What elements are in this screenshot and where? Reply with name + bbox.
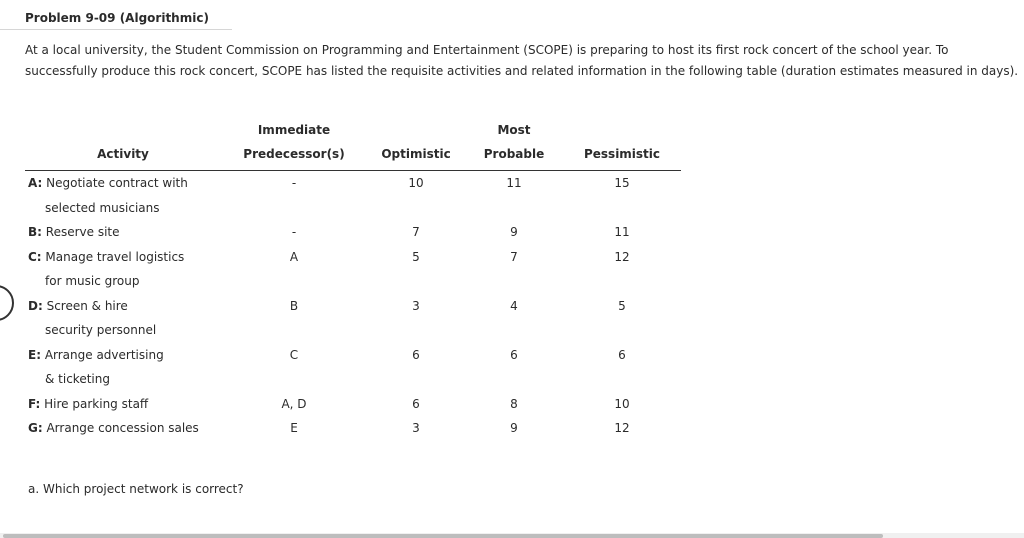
row-c-code: C:	[28, 250, 42, 264]
row-b-most-probable: 9	[510, 225, 518, 239]
row-g-code: G:	[28, 421, 43, 435]
scroll-anchor-circle-icon[interactable]	[0, 285, 14, 321]
row-e-desc-cont: & ticketing	[45, 372, 110, 386]
row-f-optimistic: 6	[412, 397, 420, 411]
row-c-optimistic: 5	[412, 250, 420, 264]
row-f-predecessor: A, D	[281, 397, 307, 411]
problem-title: Problem 9-09 (Algorithmic)	[25, 11, 209, 25]
row-a-desc: Negotiate contract with	[42, 176, 188, 190]
header-activity: Activity	[97, 147, 149, 161]
header-pessimistic: Pessimistic	[583, 147, 661, 161]
row-b-optimistic: 7	[412, 225, 420, 239]
row-c-desc-cont: for music group	[45, 274, 140, 288]
row-a-activity	[28, 171, 228, 196]
row-c-pessimistic: 12	[614, 250, 630, 264]
row-f-code: F:	[28, 397, 41, 411]
row-f-pessimistic: 10	[614, 397, 630, 411]
row-b-code: B:	[28, 225, 42, 239]
row-d-most-probable: 4	[510, 299, 518, 313]
row-e-desc: Arrange advertising	[41, 348, 164, 362]
row-d-desc: Screen & hire	[42, 299, 128, 313]
row-a-code: A:	[28, 176, 43, 190]
row-d-predecessor: B	[289, 299, 299, 313]
row-g-activity	[28, 416, 228, 441]
row-a-desc-cont: selected musicians	[45, 201, 160, 215]
row-f-activity	[28, 392, 228, 417]
row-d-optimistic: 3	[412, 299, 420, 313]
row-b-pessimistic: 11	[614, 225, 630, 239]
row-a-predecessor: -	[291, 176, 297, 190]
row-e-activity	[28, 343, 228, 368]
row-b-desc: Reserve site	[41, 225, 120, 239]
row-c-most-probable: 7	[510, 250, 518, 264]
row-g-pessimistic: 12	[614, 421, 630, 435]
row-b-predecessor: -	[291, 225, 297, 239]
row-a-pessimistic: 15	[614, 176, 630, 190]
row-g-optimistic: 3	[412, 421, 420, 435]
row-g-predecessor: E	[290, 421, 298, 435]
header-predecessor-line2: Predecessor(s)	[243, 147, 345, 161]
row-a-most-probable: 11	[506, 176, 522, 190]
row-e-most-probable: 6	[510, 348, 518, 362]
row-d-pessimistic: 5	[618, 299, 626, 313]
row-e-pessimistic: 6	[618, 348, 626, 362]
row-d-activity	[28, 294, 228, 319]
row-c-activity	[28, 245, 228, 270]
row-e-predecessor: C	[289, 348, 299, 362]
question-part-a: a. Which project network is correct?	[28, 482, 244, 496]
problem-intro: At a local university, the Student Commission on Programming and Entertainment (SCOPE) is preparing to host its first rock concert of the school year. To successfully produce this rock concert, SCOPE has listed the requisite activities and related information in the following table (duration estimates measured in days).	[25, 43, 1019, 78]
row-f-most-probable: 8	[510, 397, 518, 411]
row-d-code: D:	[28, 299, 43, 313]
horizontal-scrollbar[interactable]	[0, 533, 1024, 538]
row-e-code: E:	[28, 348, 41, 362]
row-g-most-probable: 9	[510, 421, 518, 435]
row-f-desc: Hire parking staff	[40, 397, 149, 411]
row-c-desc: Manage travel logistics	[41, 250, 185, 264]
header-most-probable-line2: Probable	[483, 147, 545, 161]
row-e-optimistic: 6	[412, 348, 420, 362]
scrollbar-thumb[interactable]	[3, 534, 883, 538]
header-predecessor-line1: Immediate	[257, 123, 331, 137]
header-optimistic: Optimistic	[381, 147, 451, 161]
title-divider	[0, 29, 232, 30]
row-a-optimistic: 10	[408, 176, 424, 190]
row-b-activity	[28, 220, 228, 245]
row-g-desc: Arrange concession sales	[42, 421, 199, 435]
header-most-probable-line1: Most	[497, 123, 531, 137]
row-c-predecessor: A	[289, 250, 299, 264]
row-d-desc-cont: security personnel	[45, 323, 157, 337]
